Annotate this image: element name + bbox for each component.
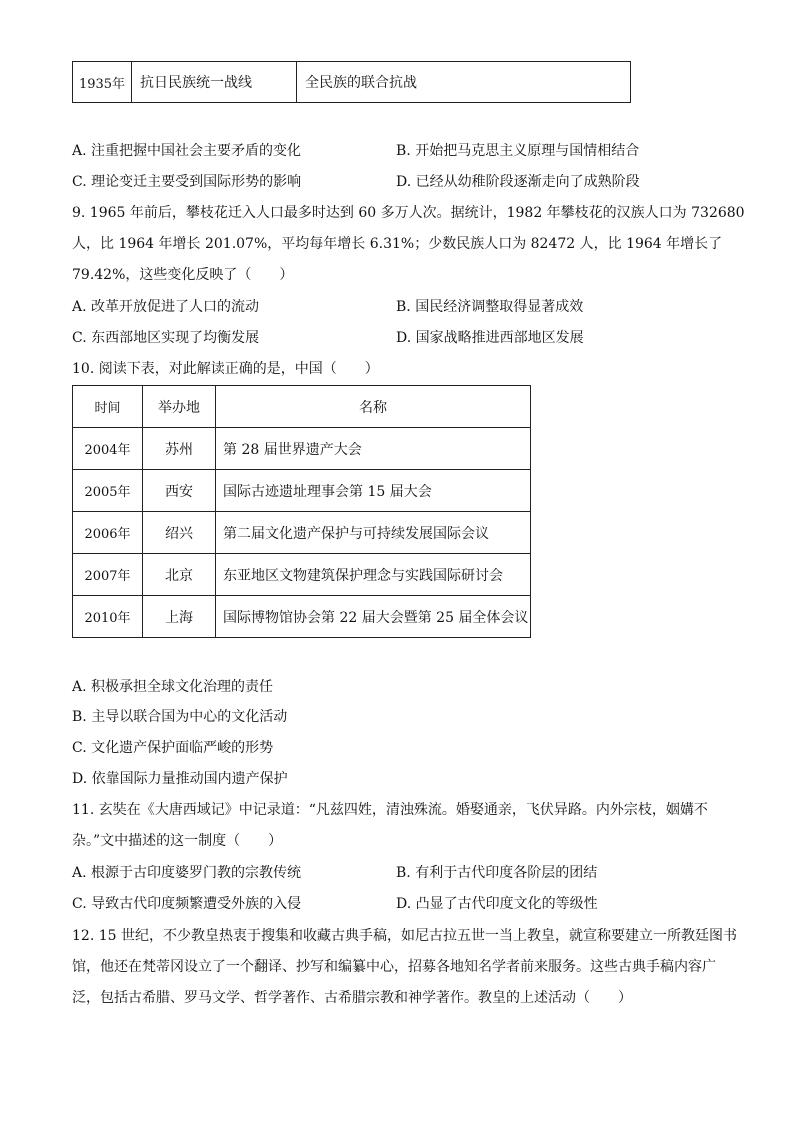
q9-option-c: C. 东西部地区实现了均衡发展	[72, 330, 260, 346]
q10-table	[72, 385, 531, 638]
top-table	[72, 61, 631, 103]
table-cell-year: 1935年	[73, 62, 132, 103]
q10-option-b: B. 主导以联合国为中心的文化活动	[72, 709, 288, 725]
table-cell-name: 国际古迹遗址理事会第 15 届大会	[216, 470, 531, 512]
table-cell-name: 第二届文化遗产保护与可持续发展国际会议	[216, 512, 531, 554]
table-cell-place: 西安	[143, 470, 216, 512]
table-row	[73, 62, 631, 103]
q9-stem-line-3: 79.42%，这些变化反映了（ ）	[72, 267, 294, 283]
table-cell-time: 2004年	[73, 428, 143, 470]
q11-stem-line-1: 11. 玄奘在《大唐西域记》中记录道：“凡兹四姓，清浊殊流。婚娶通亲，飞伏异路。内外宗枝，姻媾不	[72, 802, 708, 818]
table-cell-desc: 全民族的联合抗战	[297, 62, 631, 103]
q10-option-c: C. 文化遗产保护面临严峻的形势	[72, 740, 274, 756]
q9-stem-line-1: 9. 1965 年前后，攀枝花迁入人口最多时达到 60 多万人次。据统计，1982 年攀枝花的汉族人口为 732680	[72, 205, 745, 221]
table-cell-name: 国际博物馆协会第 22 届大会暨第 25 届全体会议	[216, 596, 531, 638]
table-cell-time: 2005年	[73, 470, 143, 512]
table-header-name: 名称	[216, 386, 531, 428]
q12-stem-line-1: 12. 15 世纪，不少教皇热衷于搜集和收藏古典手稿，如尼古拉五世一当上教皇，就宣称要建立一所教廷图书	[72, 928, 737, 944]
q9-stem-line-2: 人，比 1964 年增长 201.07%，平均每年增长 6.31%；少数民族人口为 82472 人，比 1964 年增长了	[72, 236, 723, 252]
q10-stem: 10. 阅读下表，对此解读正确的是，中国（ ）	[72, 361, 379, 377]
q8-option-b: B. 开始把马克思主义原理与国情相结合	[396, 143, 640, 159]
q11-stem-line-2: 杂。”文中描述的这一制度（ ）	[72, 833, 283, 849]
table-row	[73, 512, 531, 554]
q9-option-a: A. 改革开放促进了人口的流动	[72, 299, 260, 315]
table-cell-time: 2010年	[73, 596, 143, 638]
table-cell-place: 苏州	[143, 428, 216, 470]
table-cell-name: 第 28 届世界遗产大会	[216, 428, 531, 470]
q11-option-c: C. 导致古代印度频繁遭受外族的入侵	[72, 896, 302, 912]
table-row	[73, 554, 531, 596]
table-cell-place: 绍兴	[143, 512, 216, 554]
q8-option-a: A. 注重把握中国社会主要矛盾的变化	[72, 143, 302, 159]
q9-option-d: D. 国家战略推进西部地区发展	[396, 330, 584, 346]
q9-option-b: B. 国民经济调整取得显著成效	[396, 299, 584, 315]
q11-option-b: B. 有利于古代印度各阶层的团结	[396, 865, 598, 881]
table-cell-place: 北京	[143, 554, 216, 596]
table-cell-name: 东亚地区文物建筑保护理念与实践国际研讨会	[216, 554, 531, 596]
table-header-time: 时间	[73, 386, 143, 428]
q10-option-d: D. 依靠国际力量推动国内遗产保护	[72, 771, 288, 787]
q11-option-d: D. 凸显了古代印度文化的等级性	[396, 896, 598, 912]
q10-option-a: A. 积极承担全球文化治理的责任	[72, 679, 274, 695]
table-header-row	[73, 386, 531, 428]
table-row	[73, 596, 531, 638]
table-cell-place: 上海	[143, 596, 216, 638]
table-row	[73, 428, 531, 470]
table-cell-event: 抗日民族统一战线	[132, 62, 297, 103]
q8-option-d: D. 已经从幼稚阶段逐渐走向了成熟阶段	[396, 174, 640, 190]
q11-option-a: A. 根源于古印度婆罗门教的宗教传统	[72, 865, 302, 881]
q12-stem-line-3: 泛，包括古希腊、罗马文学、哲学著作、古希腊宗教和神学著作。教皇的上述活动（ ）	[72, 990, 632, 1006]
table-cell-time: 2006年	[73, 512, 143, 554]
q12-stem-line-2: 馆，他还在梵蒂冈设立了一个翻译、抄写和编纂中心，招募各地知名学者前来服务。这些古典手稿内容广	[72, 959, 716, 975]
table-header-place: 举办地	[143, 386, 216, 428]
table-cell-time: 2007年	[73, 554, 143, 596]
q8-option-c: C. 理论变迁主要受到国际形势的影响	[72, 174, 302, 190]
table-row	[73, 470, 531, 512]
